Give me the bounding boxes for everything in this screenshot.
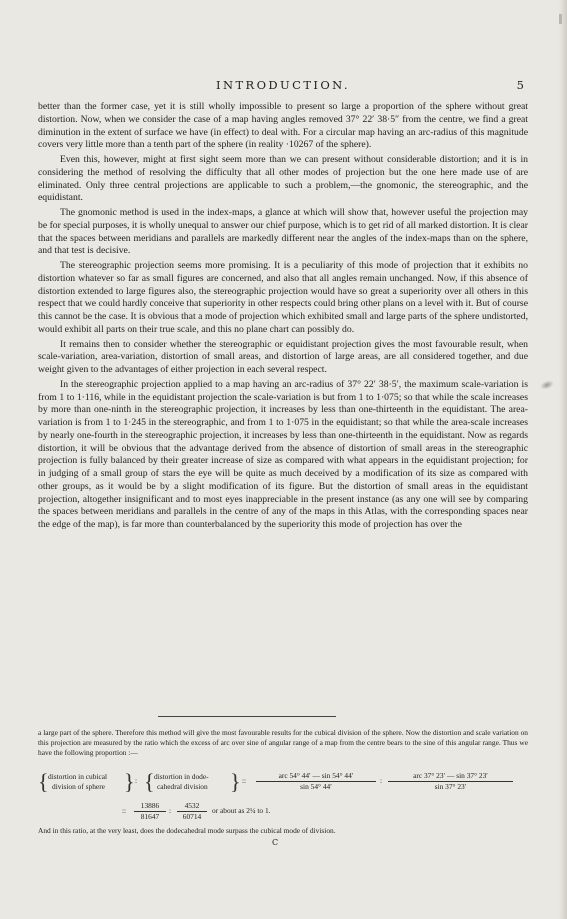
fraction-4: $\frac{4532}{60714}$ (177, 801, 207, 822)
footnote (38, 728, 528, 758)
footnote-text: a large part of the sphere. Therefore this method will give the most favourable results for the cubical division of the sphere. Now the distortion and scale variation on this projection are measured by the ratio which the excess of arc over sine of angular range of a map from the centre bears to the sine of this angular range. Thus we have the following proportion :— (38, 728, 528, 758)
left-brace-1: { (38, 769, 49, 794)
signature-mark: C (272, 838, 279, 847)
page-edge (559, 0, 567, 919)
proportion-formula (38, 771, 528, 797)
paragraph-3: The gnomonic method is used in the index-maps, a glance at which will show that, however useful the projection may be for special purposes, it is wholly unequal to answer our chief purpose, which is to get rid of all marked distortion. It is clear that the spaces between meridians and parallels are markedly different near the angles of the index-maps than on the sphere, and that test is decisive. (38, 207, 528, 257)
footnote-conclusion: And in this ratio, at the very least, does the dodecahedral mode surpass the cubical mode of division. (38, 826, 336, 835)
footnote-rule (158, 716, 336, 717)
paragraph-4: The stereographic projection seems more promising. It is a peculiarity of this mode of projection that it exhibits no distortion whatever so far as small figures are concerned, and also that all angles remain unchanged. Now, if this absence of distortion extended to large figures also, the stereographic projection would have so great a superiority over all others in this respect that we could hardly conceive that superiority in other respects could bring other plans on a level with it. But of course this cannot be the case. It is obvious that a mode of projection which exhibited small and large parts of the sphere undistorted, would exhibit all parts on their true scale, and this no plane chart can possibly do. (38, 260, 528, 335)
page-header (38, 78, 528, 94)
right-brace-1: } (124, 769, 135, 794)
ratio-colon-1: : (135, 776, 138, 785)
ratio-formula (38, 801, 528, 827)
edge-mark (559, 14, 562, 24)
paragraph-6: In the stereographic projection applied to a map having an arc-radius of 37° 22′ 38·5′, the maximum scale-variation is from 1 to 1·116, while in the equidistant projection the scale-variation is but from 1 to 1·075; so that while the scale increases by more than one-ninth in the stereographic projection, it increases by less than one-thirteenth in the equidistant. The area-variation is from 1 to 1·245 in the stereographic, and from 1 to 1·075 in the equidistant; so that while the area-scale increases by nearly one-fourth in the stereographic projection, it increases by less than one-thirteenth in the equidistant. Now as regards distortion, it will be obvious that the advantage derived from the absence of distortion of small areas in the stereographic projection is fully balanced by their greater increase of size as compared with what appears in the equidistant projection; for in judging of a small group of stars the eye will be quite as much deceived by a modification of its size as compared with other groups, as it would be by a slight modification of its figure. But the distortion of small areas in the equidistant projection, altogether insignificant and to most eyes inappreciable in the present instance (as any one will see by comparing the spaces between meridians and parallels in the centre of any of the maps in this Atlas, with the corresponding spaces near the edge of the map), is far more than counterbalanced by the superiority this mode of projection has over the (38, 378, 528, 530)
page-number: 5 (516, 78, 524, 92)
cube-label: distortion in cubical division of sphere (48, 772, 108, 791)
ratio-colon-2: : (380, 776, 383, 785)
fraction-3: $\frac{13886}{81647}$ (134, 801, 166, 822)
ratio-tail: or about as 2¼ to 1. (212, 806, 271, 815)
fraction-2: arc 37° 23′ — sin 37° 23′ sin 37° 23′ (388, 771, 513, 792)
margin-smudge (539, 379, 555, 391)
paragraph-5: It remains then to consider whether the stereographic or equidistant projection gives the most favourable result, when scale-variation, area-variation, distortion of small areas, and distortion of large areas, are all considered together, and due weight given to the advantages of either projection in each several respect. (38, 338, 528, 375)
paragraph-2: Even this, however, might at first sight seem more than we can present without considerable distortion; and it is in considering the method of resolving the difficulty that all other modes of projection but the one here made use of are eliminated. Only three central projections are applicable to such a problem,—the gnomonic, the stereographic, and the equidistant. (38, 154, 528, 204)
left-brace-2: { (144, 769, 155, 794)
paragraph-1: better than the former case, yet it is still wholly impossible to present so large a proportion of the sphere without great distortion. Now, when we consider the case of a map having angles removed 37° 22′ 38·5″ from the centre, we find a great diminution in the extent of surface we have (in effect) to deal with. For a circular map having an arc-radius of this magnitude covers very little more than a tenth part of the sphere (in reality ·10267 of the sphere). (38, 101, 528, 151)
proportion-sign-1: :: (242, 776, 247, 785)
proportion-sign-2: :: (122, 806, 127, 815)
running-title: INTRODUCTION. (216, 78, 350, 92)
right-brace-2: } (230, 769, 241, 794)
body-text (38, 101, 528, 532)
fraction-1: arc 54° 44′ — sin 54° 44′ sin 54° 44′ (256, 771, 376, 792)
dodec-label: distortion in dode- cahedral division (154, 772, 209, 791)
ratio-colon-3: : (169, 806, 172, 815)
